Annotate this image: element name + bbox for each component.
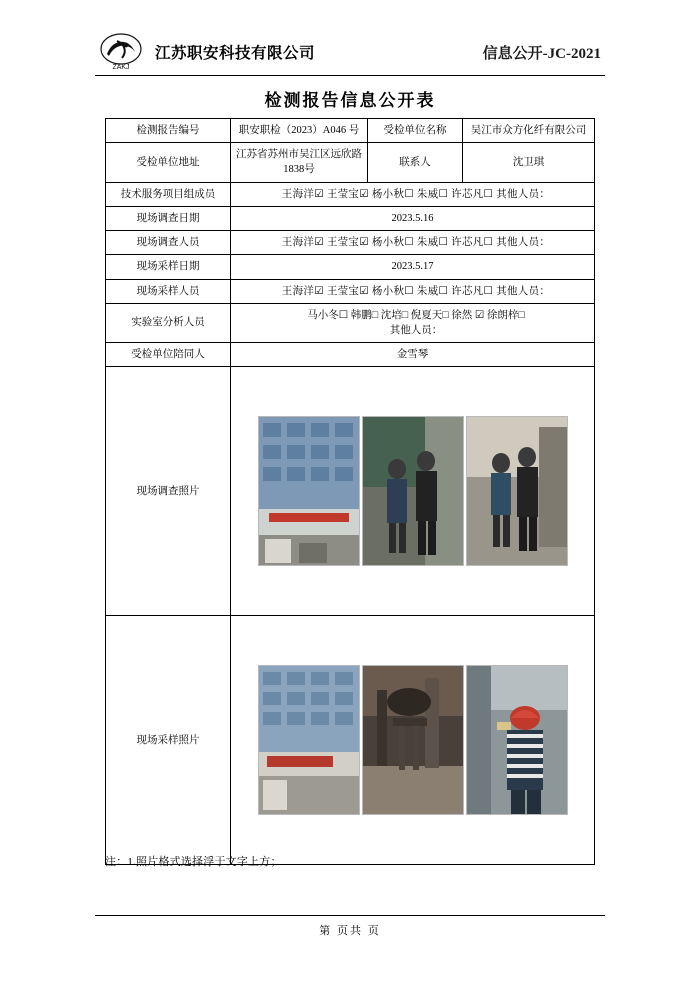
svg-text:ZAKJ: ZAKJ	[112, 64, 130, 71]
sampling-people-value: 王海洋☑ 王莹宝☑ 杨小秋☐ 朱威☐ 许芯凡☐ 其他人员：	[231, 279, 595, 303]
lab-people-value	[231, 303, 595, 342]
escort-value: 金雪琴	[231, 343, 595, 367]
survey-photos-cell	[231, 367, 595, 616]
table-row	[106, 119, 595, 143]
page-number: 第 页共 页	[319, 925, 381, 937]
team-label: 技术服务项目组成员	[106, 182, 231, 206]
sampling-date-value: 2023.5.17	[231, 255, 595, 279]
table-row-sampling-photos	[106, 616, 595, 865]
footer-divider	[95, 915, 605, 916]
sampling-photo-1	[258, 665, 360, 815]
lab-people-label: 实验室分析人员	[106, 303, 231, 342]
survey-photo-2	[362, 416, 464, 566]
report-info-table	[105, 118, 595, 865]
escort-label: 受检单位陪同人	[106, 343, 231, 367]
page-title: 检测报告信息公开表	[264, 91, 436, 110]
table-row	[106, 343, 595, 367]
survey-date-value: 2023.5.16	[231, 206, 595, 230]
table-row	[106, 255, 595, 279]
client-addr-value: 江苏省苏州市吴江区远欣路1838号	[231, 143, 368, 182]
sampling-photos-label: 现场采样照片	[106, 616, 231, 865]
survey-date-label: 现场调查日期	[106, 206, 231, 230]
company-logo-icon	[95, 32, 147, 72]
lab-people-line-2: 其他人员：	[389, 324, 443, 336]
table-row	[106, 143, 595, 182]
sampling-photo-3	[466, 665, 568, 815]
table-row	[106, 303, 595, 342]
sampling-photos-cell	[231, 616, 595, 865]
report-no-value: 职安职检（2023）A046 号	[231, 119, 368, 143]
header-divider	[95, 75, 605, 76]
table-row	[106, 231, 595, 255]
sampling-date-label: 现场采样日期	[106, 255, 231, 279]
team-value: 王海洋☑ 王莹宝☑ 杨小秋☐ 朱威☐ 许芯凡☐ 其他人员：	[231, 182, 595, 206]
table-row	[106, 206, 595, 230]
sampling-photo-2	[362, 665, 464, 815]
survey-people-label: 现场调查人员	[106, 231, 231, 255]
company-name: 江苏职安科技有限公司	[155, 45, 316, 62]
client-name-value: 吴江市众方化纤有限公司	[463, 119, 595, 143]
survey-people-value: 王海洋☑ 王莹宝☑ 杨小秋☐ 朱威☐ 许芯凡☐ 其他人员：	[231, 231, 595, 255]
table-row	[106, 279, 595, 303]
survey-photo-1	[258, 416, 360, 566]
contact-label: 联系人	[368, 143, 463, 182]
footnote: 注：1.照片格式选择浮于文字上方；	[105, 856, 282, 868]
header-company-block	[95, 32, 315, 72]
page-header	[95, 28, 605, 76]
document-code: 信息公开-JC-2021	[482, 45, 601, 62]
sampling-people-label: 现场采样人员	[106, 279, 231, 303]
report-no-label: 检测报告编号	[106, 119, 231, 143]
table-row-survey-photos	[106, 367, 595, 616]
client-name-label: 受检单位名称	[368, 119, 463, 143]
contact-value: 沈卫琪	[463, 143, 595, 182]
table-row	[106, 182, 595, 206]
lab-people-line-1: 马小冬☐ 韩鹏□ 沈培□ 倪夏天□ 徐然 ☑ 徐朗梓□	[307, 309, 525, 321]
survey-photo-3	[466, 416, 568, 566]
survey-photos-label: 现场调查照片	[106, 367, 231, 616]
client-addr-label: 受检单位地址	[106, 143, 231, 182]
